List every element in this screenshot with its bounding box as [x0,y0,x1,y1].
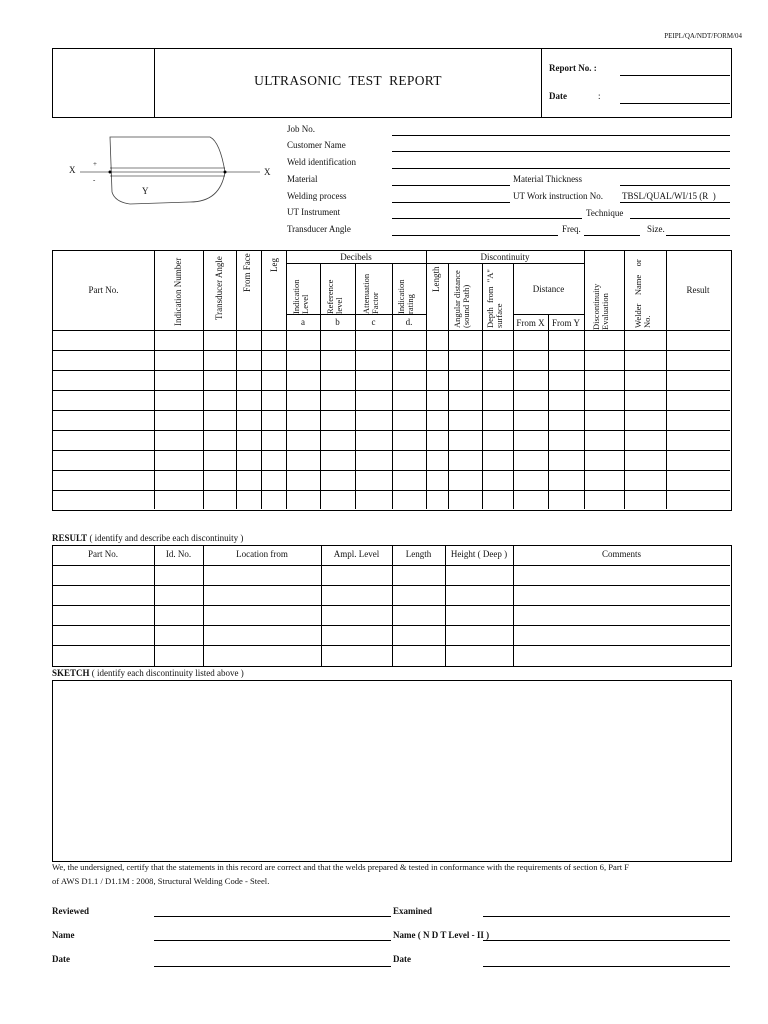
material-thickness-field[interactable] [620,185,730,186]
freq-label: Freq. [562,224,581,234]
ut-work-instruction-label: UT Work instruction No. [513,191,603,201]
sub-a: a [301,317,305,327]
result-label-rest: ( identify and describe each discontinuity ) [87,533,244,543]
ut-work-instruction-value: TBSL/QUAL/WI/15 (R ) [622,191,716,201]
result-grid-line [52,645,730,646]
main-vline [482,263,483,509]
name-ndt-label: Name ( N D T Level - II ) [393,930,490,940]
customer-name-label: Customer Name [287,140,346,150]
reviewed-label: Reviewed [52,906,89,916]
examined-label: Examined [393,906,433,916]
reviewed-field[interactable] [154,916,391,917]
col-result: Result [686,285,710,295]
examined-field[interactable] [483,916,730,917]
material-label: Material [287,174,318,184]
welding-process-field[interactable] [392,202,510,203]
result-section-label [52,533,243,543]
col-indication-number: Indication Number [173,257,183,326]
table-row-line [52,450,730,451]
main-vline [513,263,514,509]
col-indication-rating: Indication rating [396,279,415,314]
col-reference-level: Reference level [325,279,344,314]
report-no-field[interactable] [620,75,730,76]
diagram-y: Y [142,186,149,196]
main-hline [513,314,584,315]
sub-c: c [371,317,376,327]
welding-process-label: Welding process [287,191,347,201]
table-row-line [52,410,730,411]
transducer-angle-field[interactable] [392,235,558,236]
col-length: Length [431,266,441,292]
col-from-y: From Y [552,318,580,328]
table-row-line [52,490,730,491]
main-hline [286,314,426,315]
result-grid-line [52,585,730,586]
table-row-line [52,350,730,351]
technique-label: Technique [586,208,624,218]
main-vline [320,263,321,509]
date-field[interactable] [620,103,730,104]
main-vline [392,263,393,509]
job-no-field[interactable] [392,135,730,136]
sketch-label-rest: ( identify each discontinuity listed above ) [89,668,244,678]
col-angular-distance: Angular distance (sound Path) [452,270,471,328]
col-indication-level: Indication Level [291,279,310,314]
report-no-label: Report No. : [549,63,597,73]
sketch-label-bold: SKETCH [52,668,90,678]
transducer-angle-label: Transducer Angle [287,224,351,234]
customer-name-field[interactable] [392,151,730,152]
main-vline [448,263,449,509]
col-transducer-angle: Transducer Angle [214,256,224,320]
result-label-bold: RESULT [52,533,88,543]
form-code: PEIPL/QA/NDT/FORM/04 [664,32,742,40]
col-depth-from: Depth from "A" surface [485,269,504,328]
ut-work-instruction-field[interactable] [620,202,730,203]
sketch-section-label [52,668,244,678]
job-no-label: Job No. [287,124,316,134]
main-vline [548,314,549,509]
weld-identification-label: Weld identification [287,157,357,167]
result-grid-line [52,605,730,606]
weld-identification-field[interactable] [392,168,730,169]
result-col-header: Location from [236,549,288,559]
main-hline [286,263,584,264]
col-from-face: From Face [242,253,252,292]
ut-instrument-label: UT Instrument [287,207,341,217]
sub-d: d. [405,317,413,327]
table-row-line [52,430,730,431]
material-field[interactable] [392,185,510,186]
diagram-x-right: X [264,167,271,177]
ut-instrument-field[interactable] [392,218,582,219]
result-col-header: Id. No. [165,549,192,559]
col-from-x: From X [516,318,545,328]
date-label: Date [549,91,567,101]
name-label: Name [52,930,75,940]
result-grid-line [52,565,730,566]
freq-field[interactable] [584,235,640,236]
date-sign-field[interactable] [154,966,391,967]
col-distance: Distance [532,284,565,294]
table-row-line [52,470,730,471]
weld-diagram [60,132,280,212]
table-row-line [52,370,730,371]
result-col-header: Height ( Deep ) [450,549,508,559]
diagram-minus: - [93,176,96,184]
col-decibels: Decibels [340,252,372,262]
material-thickness-label: Material Thickness [513,174,583,184]
technique-field[interactable] [630,218,730,219]
name-field[interactable] [154,940,391,941]
certification-line-1: We, the undersigned, certify that the statements in this record are correct and that the welds prepared & tested in conformance with the requirements of section 6, Part F [52,862,630,872]
result-col-header: Length [405,549,432,559]
table-row-line [52,330,730,331]
sketch-box[interactable] [52,680,732,862]
sub-b: b [335,317,340,327]
result-col-header: Part No. [88,549,118,559]
size-field[interactable] [666,235,730,236]
col-welder-name: Welder Name or No. [633,259,652,328]
main-vline [355,263,356,509]
size-label: Size. [647,224,665,234]
col-discontinuity: Discontinuity [480,252,530,262]
result-col-header: Ampl. Level [333,549,380,559]
result-col-header: Comments [601,549,641,559]
report-title: ULTRASONIC TEST REPORT [254,73,442,88]
diagram-plus: + [93,160,97,168]
diagram-x-left: X [69,165,76,175]
col-attenuation-factor: Attenuation Factor [361,273,380,314]
col-part-no: Part No. [88,285,119,295]
result-grid-line [52,625,730,626]
date-sign-label: Date [52,954,70,964]
date-sign-right-field[interactable] [483,966,730,967]
certification-line-2: of AWS D1.1 / D1.1M : 2008, Structural Welding Code - Steel. [52,876,270,886]
table-row-line [52,390,730,391]
date-colon: : [598,91,601,101]
date-sign-right-label: Date [393,954,411,964]
col-discontinuity-evaluation: Discontinuity Evaluation [591,283,610,330]
name-ndt-field[interactable] [483,940,730,941]
col-leg: Leg [269,258,279,272]
